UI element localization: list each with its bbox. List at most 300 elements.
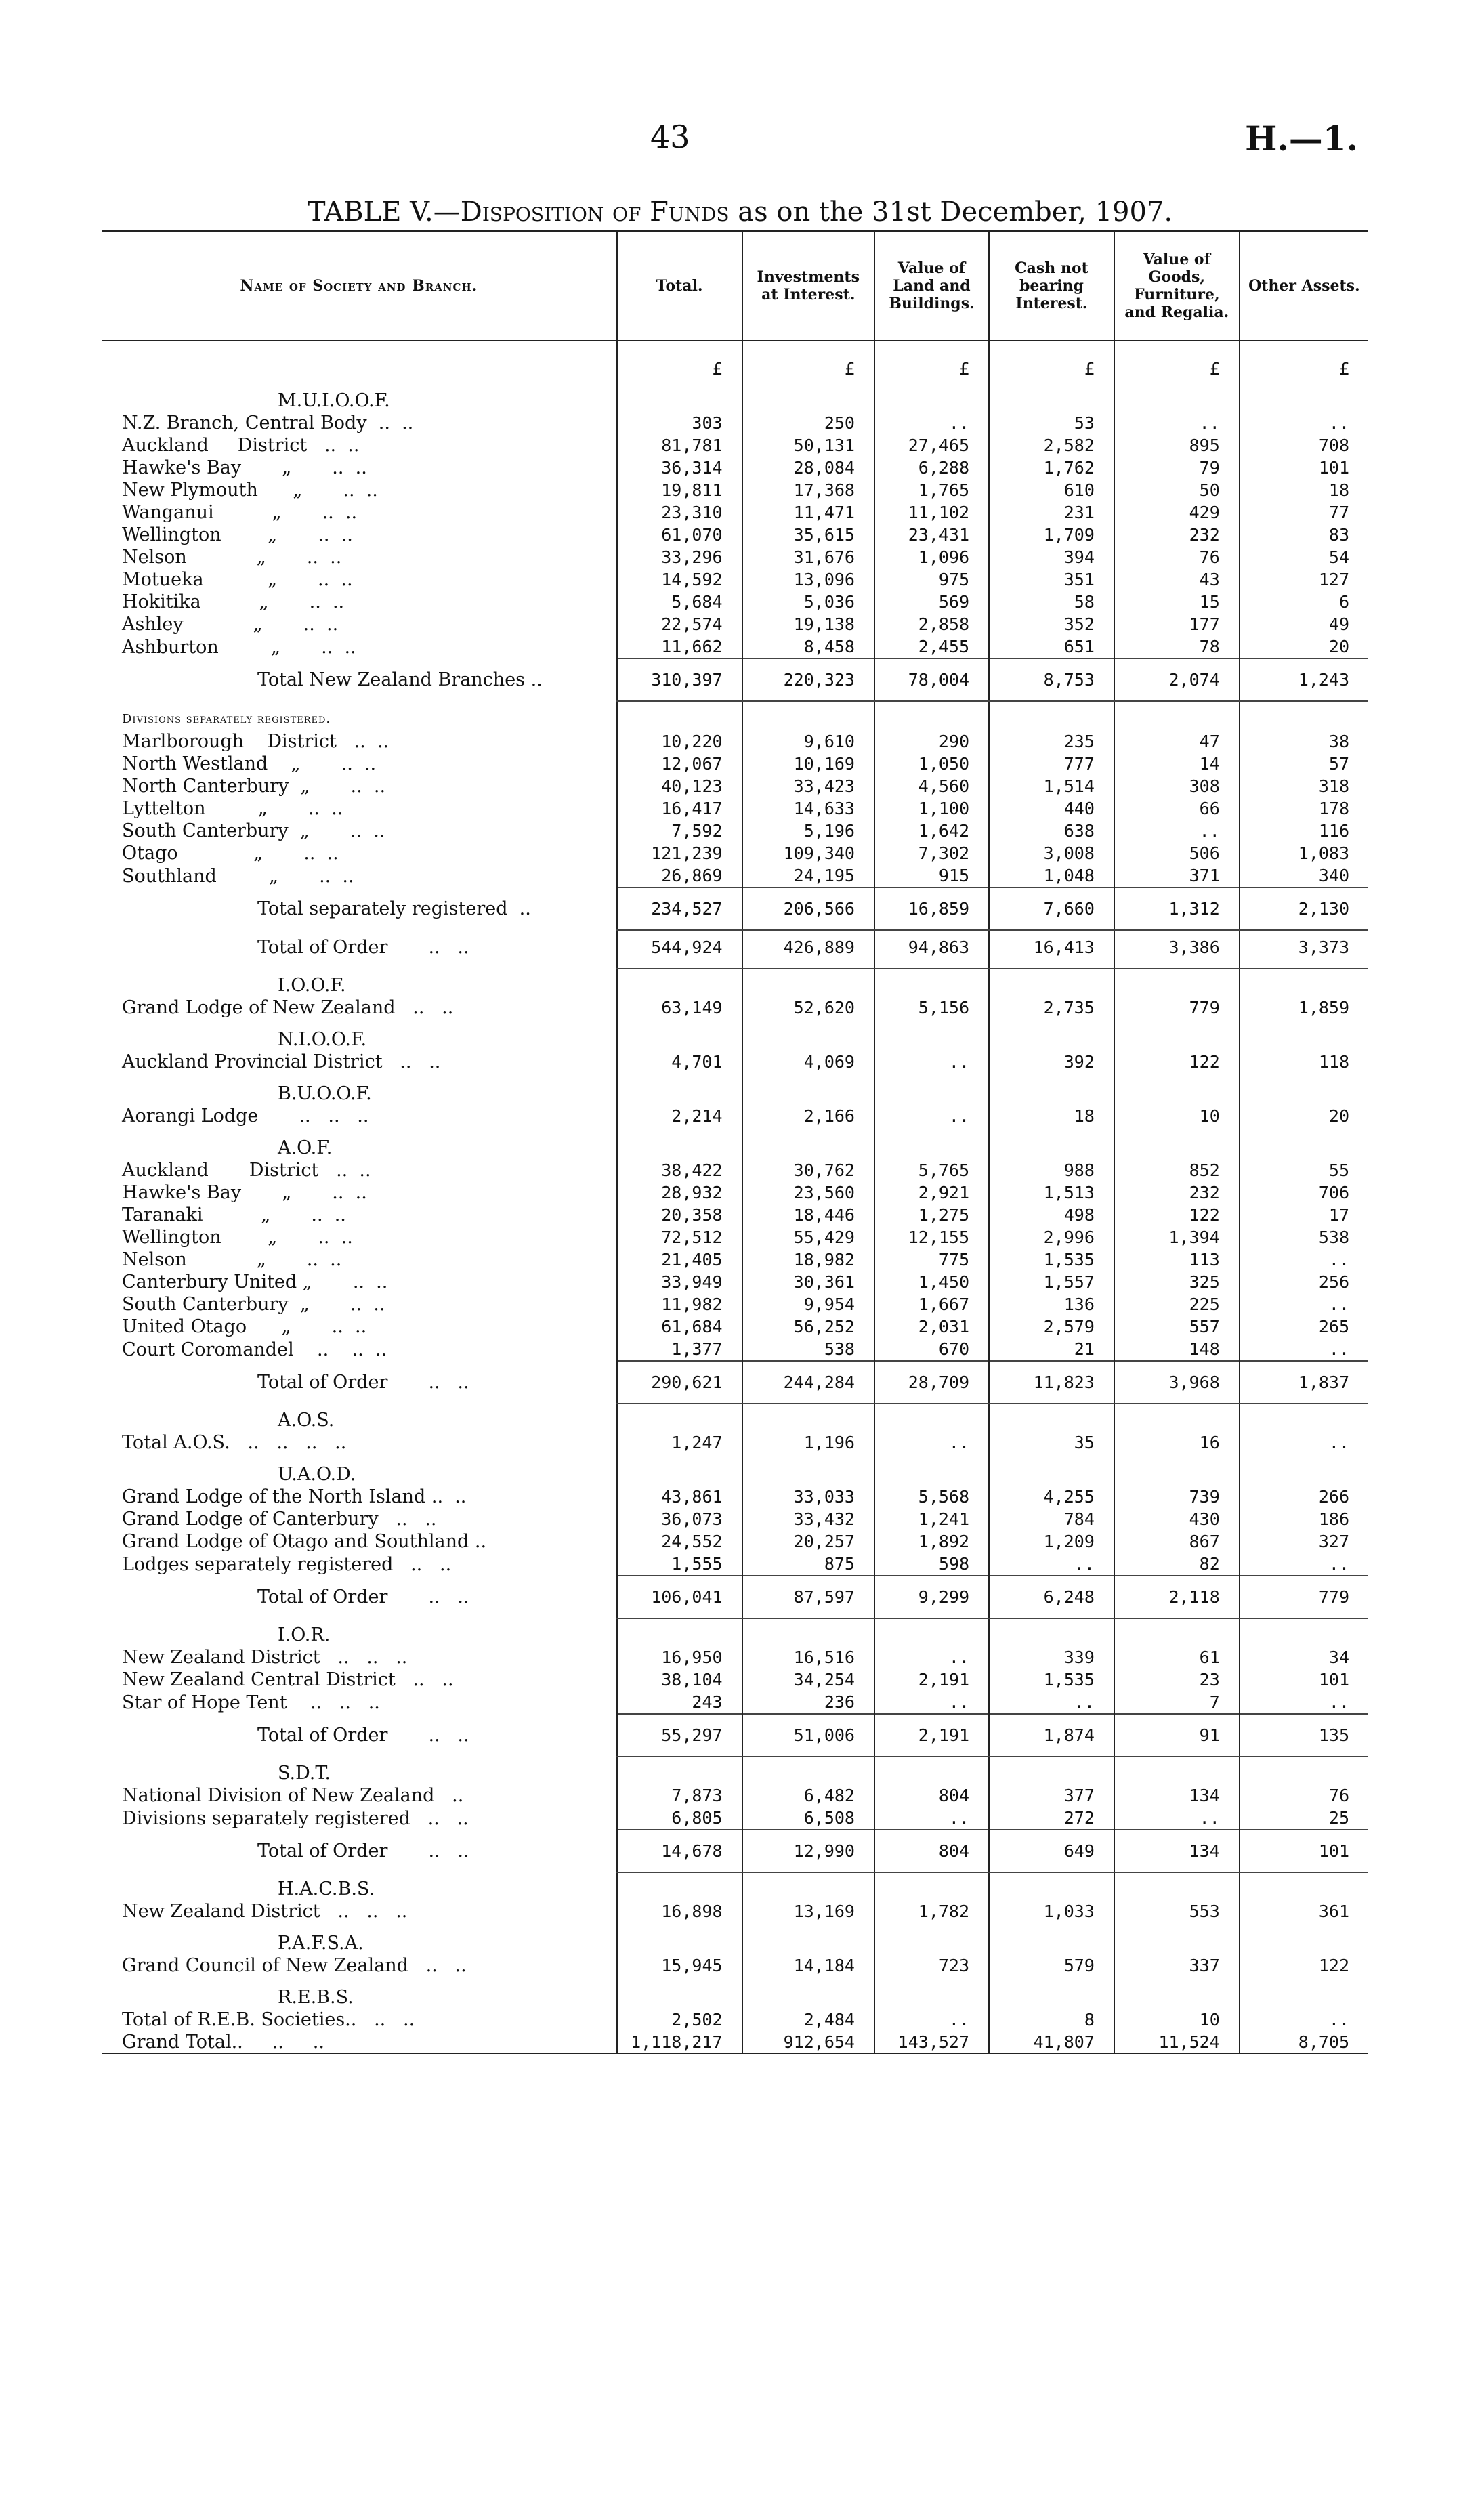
col-header-goods: Value of Goods, Furniture, and Regalia. xyxy=(1114,231,1240,341)
cell-other: 34 xyxy=(1240,1646,1368,1668)
cell-goods: 1,312 xyxy=(1114,887,1240,930)
cell-investments: 5,196 xyxy=(742,820,874,842)
title-smallcaps: Disposition of Funds xyxy=(460,196,730,228)
section-heading-row xyxy=(102,1454,1368,1486)
section-title: R.E.B.S. xyxy=(278,1987,354,2008)
cell-investments: 55,429 xyxy=(742,1226,874,1248)
row-label: North Westland „ .. .. xyxy=(122,753,377,774)
cell-investments: 50,131 xyxy=(742,434,874,457)
table-row xyxy=(102,546,1368,568)
table-row xyxy=(102,501,1368,524)
table-row xyxy=(102,1646,1368,1668)
cell-total: 38,104 xyxy=(617,1668,742,1691)
cell-land: 143,527 xyxy=(874,2031,989,2055)
cell-other: .. xyxy=(1240,1338,1368,1361)
section-title: I.O.O.F. xyxy=(278,975,346,996)
cell-land: 11,102 xyxy=(874,501,989,524)
cell-total xyxy=(617,1073,742,1105)
cell-land: .. xyxy=(874,1807,989,1830)
cell-other: 340 xyxy=(1240,864,1368,887)
row-label: Lyttelton „ .. .. xyxy=(122,798,343,819)
cell-other: 55 xyxy=(1240,1159,1368,1181)
col-header-other: Other Assets. xyxy=(1240,231,1368,341)
table-row xyxy=(102,1784,1368,1807)
cell-other: 318 xyxy=(1240,775,1368,797)
cell-other xyxy=(1240,969,1368,996)
cell-goods xyxy=(1114,380,1240,412)
cell-total: 26,869 xyxy=(617,864,742,887)
cell-investments xyxy=(742,1127,874,1159)
cell-cash: 231 xyxy=(989,501,1114,524)
cell-investments: 6,508 xyxy=(742,1807,874,1830)
cell-goods: 1,394 xyxy=(1114,1226,1240,1248)
cell-land xyxy=(874,969,989,996)
cell-land: 775 xyxy=(874,1248,989,1271)
cell-goods: 14 xyxy=(1114,753,1240,775)
document-code: H.—1. xyxy=(1245,119,1358,159)
cell-land: 2,455 xyxy=(874,635,989,658)
cell-cash xyxy=(989,1618,1114,1646)
row-label: Total A.O.S. .. .. .. .. xyxy=(122,1432,347,1453)
cell-goods: 15 xyxy=(1114,591,1240,613)
cell-investments: 14,633 xyxy=(742,797,874,820)
cell-goods: 148 xyxy=(1114,1338,1240,1361)
table-row xyxy=(102,635,1368,658)
cell-cash: 784 xyxy=(989,1508,1114,1530)
cell-land: 1,241 xyxy=(874,1508,989,1530)
table-row xyxy=(102,1316,1368,1338)
title-prefix: TABLE V.— xyxy=(307,196,461,228)
cell-goods: 78 xyxy=(1114,635,1240,658)
cell-investments: 13,169 xyxy=(742,1900,874,1923)
row-label: North Canterbury „ .. .. xyxy=(122,776,386,797)
cell-land xyxy=(874,1404,989,1431)
table-row xyxy=(102,434,1368,457)
cell-land xyxy=(874,1019,989,1051)
cell-investments: 19,138 xyxy=(742,613,874,635)
cell-goods: 232 xyxy=(1114,524,1240,546)
cell-other xyxy=(1240,1977,1368,2009)
row-label: Auckland District .. .. xyxy=(122,1160,371,1181)
cell-total: 243 xyxy=(617,1691,742,1714)
total-row xyxy=(102,1714,1368,1757)
cell-goods: 7 xyxy=(1114,1691,1240,1714)
row-label: New Plymouth „ .. .. xyxy=(122,480,378,501)
row-label: Total New Zealand Branches .. xyxy=(257,669,543,690)
cell-other: 20 xyxy=(1240,1105,1368,1127)
cell-goods: 23 xyxy=(1114,1668,1240,1691)
cell-investments: 33,033 xyxy=(742,1486,874,1508)
cell-goods: 10 xyxy=(1114,2009,1240,2031)
cell-investments: 30,361 xyxy=(742,1271,874,1293)
cell-total xyxy=(617,969,742,996)
cell-investments: 16,516 xyxy=(742,1646,874,1668)
cell-other: 38 xyxy=(1240,730,1368,753)
currency-goods: £ xyxy=(1114,341,1240,380)
currency-investments: £ xyxy=(742,341,874,380)
cell-land: .. xyxy=(874,412,989,434)
row-label: Hawke's Bay „ .. .. xyxy=(122,457,367,478)
cell-other: 17 xyxy=(1240,1204,1368,1226)
section-heading-row xyxy=(102,1618,1368,1646)
cell-goods: 232 xyxy=(1114,1181,1240,1204)
cell-investments xyxy=(742,380,874,412)
cell-investments xyxy=(742,1019,874,1051)
cell-land: 975 xyxy=(874,568,989,591)
cell-goods: 134 xyxy=(1114,1784,1240,1807)
col-header-name: Name of Society and Branch. xyxy=(102,231,617,341)
cell-cash: 1,762 xyxy=(989,457,1114,479)
cell-cash: 8,753 xyxy=(989,658,1114,701)
cell-land xyxy=(874,701,989,730)
col-header-total: Total. xyxy=(617,231,742,341)
cell-total: 19,811 xyxy=(617,479,742,501)
cell-land: 9,299 xyxy=(874,1576,989,1618)
cell-goods: 429 xyxy=(1114,501,1240,524)
table-row xyxy=(102,1271,1368,1293)
cell-cash: 58 xyxy=(989,591,1114,613)
cell-cash: 352 xyxy=(989,613,1114,635)
cell-other xyxy=(1240,1618,1368,1646)
cell-land xyxy=(874,1618,989,1646)
row-label: Total of Order .. .. xyxy=(257,1587,469,1608)
table-row xyxy=(102,996,1368,1019)
row-label: Grand Lodge of the North Island .. .. xyxy=(122,1486,467,1507)
cell-total: 16,417 xyxy=(617,797,742,820)
cell-total: 16,950 xyxy=(617,1646,742,1668)
cell-cash: 1,535 xyxy=(989,1668,1114,1691)
cell-investments: 109,340 xyxy=(742,842,874,864)
cell-land xyxy=(874,380,989,412)
cell-cash xyxy=(989,1454,1114,1486)
cell-other: 101 xyxy=(1240,1830,1368,1872)
cell-investments: 30,762 xyxy=(742,1159,874,1181)
cell-land: 1,765 xyxy=(874,479,989,501)
cell-cash: 1,048 xyxy=(989,864,1114,887)
cell-cash: 1,033 xyxy=(989,1900,1114,1923)
cell-cash: 6,248 xyxy=(989,1576,1114,1618)
cell-investments: 20,257 xyxy=(742,1530,874,1553)
cell-goods: 337 xyxy=(1114,1954,1240,1977)
cell-land: 94,863 xyxy=(874,930,989,969)
cell-goods: 79 xyxy=(1114,457,1240,479)
cell-total xyxy=(617,380,742,412)
cell-other: 8,705 xyxy=(1240,2031,1368,2055)
cell-cash xyxy=(989,1127,1114,1159)
cell-total: 7,873 xyxy=(617,1784,742,1807)
cell-other: .. xyxy=(1240,1691,1368,1714)
cell-investments: 206,566 xyxy=(742,887,874,930)
row-label: Aorangi Lodge .. .. .. xyxy=(122,1106,369,1127)
cell-land: 28,709 xyxy=(874,1361,989,1404)
row-label: Star of Hope Tent .. .. .. xyxy=(122,1692,380,1713)
cell-other: 101 xyxy=(1240,457,1368,479)
cell-cash xyxy=(989,380,1114,412)
cell-goods: 82 xyxy=(1114,1553,1240,1576)
row-label: Southland „ .. .. xyxy=(122,865,354,887)
cell-investments xyxy=(742,1404,874,1431)
cell-cash: .. xyxy=(989,1691,1114,1714)
cell-other: 327 xyxy=(1240,1530,1368,1553)
cell-investments: 4,069 xyxy=(742,1051,874,1073)
cell-cash: 2,996 xyxy=(989,1226,1114,1248)
cell-other xyxy=(1240,1923,1368,1954)
cell-goods: 557 xyxy=(1114,1316,1240,1338)
cell-investments: 912,654 xyxy=(742,2031,874,2055)
cell-goods xyxy=(1114,1923,1240,1954)
cell-land: .. xyxy=(874,2009,989,2031)
cell-land: 2,858 xyxy=(874,613,989,635)
cell-land: 2,191 xyxy=(874,1668,989,1691)
currency-land: £ xyxy=(874,341,989,380)
cell-land: 12,155 xyxy=(874,1226,989,1248)
table-row xyxy=(102,1293,1368,1316)
cell-other: 77 xyxy=(1240,501,1368,524)
cell-investments: 538 xyxy=(742,1338,874,1361)
cell-investments: 31,676 xyxy=(742,546,874,568)
col-header-investments: Investments at Interest. xyxy=(742,231,874,341)
cell-other xyxy=(1240,1019,1368,1051)
cell-goods xyxy=(1114,969,1240,996)
row-label: Total separately registered .. xyxy=(257,898,531,919)
row-label: Grand Total.. .. .. xyxy=(102,2031,617,2055)
total-row xyxy=(102,1830,1368,1872)
total-row xyxy=(102,930,1368,969)
cell-investments: 18,446 xyxy=(742,1204,874,1226)
cell-other: 1,083 xyxy=(1240,842,1368,864)
cell-other: 57 xyxy=(1240,753,1368,775)
cell-other: 1,859 xyxy=(1240,996,1368,1019)
cell-goods: 895 xyxy=(1114,434,1240,457)
row-label: Canterbury United „ .. .. xyxy=(122,1272,388,1293)
section-title: A.O.F. xyxy=(278,1137,333,1158)
cell-goods: 177 xyxy=(1114,613,1240,635)
table-row xyxy=(102,1900,1368,1923)
cell-cash: 3,008 xyxy=(989,842,1114,864)
cell-cash: 4,255 xyxy=(989,1486,1114,1508)
cell-goods xyxy=(1114,1019,1240,1051)
row-label: Marlborough District .. .. xyxy=(122,731,389,752)
cell-investments: 12,990 xyxy=(742,1830,874,1872)
cell-cash: 394 xyxy=(989,546,1114,568)
table-row xyxy=(102,524,1368,546)
cell-other: .. xyxy=(1240,1293,1368,1316)
row-label: New Zealand Central District .. .. xyxy=(122,1669,454,1690)
cell-total: 61,070 xyxy=(617,524,742,546)
currency-row xyxy=(102,341,1368,380)
table-row xyxy=(102,1105,1368,1127)
cell-investments: 244,284 xyxy=(742,1361,874,1404)
row-label: Motueka „ .. .. xyxy=(122,569,353,590)
row-label: South Canterbury „ .. .. xyxy=(122,1294,385,1315)
cell-goods: 3,968 xyxy=(1114,1361,1240,1404)
currency-total: £ xyxy=(617,341,742,380)
cell-land xyxy=(874,1454,989,1486)
table-row xyxy=(102,1530,1368,1553)
table-row xyxy=(102,1181,1368,1204)
table-row xyxy=(102,1668,1368,1691)
section-title: B.U.O.O.F. xyxy=(278,1083,372,1104)
cell-goods: 11,524 xyxy=(1114,2031,1240,2055)
cell-land: .. xyxy=(874,1646,989,1668)
cell-investments: 11,471 xyxy=(742,501,874,524)
cell-investments xyxy=(742,1757,874,1784)
cell-cash: 1,209 xyxy=(989,1530,1114,1553)
cell-other: 265 xyxy=(1240,1316,1368,1338)
table-row xyxy=(102,412,1368,434)
table-row xyxy=(102,1159,1368,1181)
section-title: H.A.C.B.S. xyxy=(278,1878,375,1899)
cell-goods: .. xyxy=(1114,412,1240,434)
table-body xyxy=(102,341,1368,2055)
cell-total xyxy=(617,1872,742,1900)
cell-total: 4,701 xyxy=(617,1051,742,1073)
section-title: P.A.F.S.A. xyxy=(278,1933,364,1954)
section-title: N.I.O.O.F. xyxy=(278,1029,367,1050)
table-row xyxy=(102,775,1368,797)
cell-land: 78,004 xyxy=(874,658,989,701)
cell-cash: 1,514 xyxy=(989,775,1114,797)
cell-other: .. xyxy=(1240,1553,1368,1576)
cell-cash xyxy=(989,1977,1114,2009)
section-title: A.O.S. xyxy=(278,1410,335,1431)
cell-goods xyxy=(1114,1454,1240,1486)
cell-total xyxy=(617,1923,742,1954)
cell-land: 1,275 xyxy=(874,1204,989,1226)
cell-land: 915 xyxy=(874,864,989,887)
section-title: I.O.R. xyxy=(278,1624,331,1645)
cell-land: 1,782 xyxy=(874,1900,989,1923)
cell-goods xyxy=(1114,1757,1240,1784)
cell-other: 3,373 xyxy=(1240,930,1368,969)
cell-goods: 553 xyxy=(1114,1900,1240,1923)
section-heading-row xyxy=(102,1923,1368,1954)
cell-investments: 2,166 xyxy=(742,1105,874,1127)
cell-total: 2,502 xyxy=(617,2009,742,2031)
cell-other: 538 xyxy=(1240,1226,1368,1248)
cell-land xyxy=(874,1872,989,1900)
cell-other xyxy=(1240,1872,1368,1900)
cell-investments: 8,458 xyxy=(742,635,874,658)
cell-other: 101 xyxy=(1240,1668,1368,1691)
row-label: United Otago „ .. .. xyxy=(122,1316,367,1337)
cell-cash xyxy=(989,1923,1114,1954)
cell-total xyxy=(617,1404,742,1431)
cell-cash: 21 xyxy=(989,1338,1114,1361)
row-label: Wellington „ .. .. xyxy=(122,1227,353,1248)
cell-total: 1,118,217 xyxy=(617,2031,742,2055)
cell-total xyxy=(617,701,742,730)
cell-land xyxy=(874,1073,989,1105)
row-label: Ashburton „ .. .. xyxy=(122,636,356,658)
row-label: Ashley „ .. .. xyxy=(122,614,339,635)
cell-land: 1,642 xyxy=(874,820,989,842)
table-row xyxy=(102,1051,1368,1073)
cell-investments: 18,982 xyxy=(742,1248,874,1271)
cell-other: 83 xyxy=(1240,524,1368,546)
cell-land: 2,191 xyxy=(874,1714,989,1757)
section-heading-row xyxy=(102,1872,1368,1900)
cell-total: 36,073 xyxy=(617,1508,742,1530)
cell-total xyxy=(617,1977,742,2009)
table-row xyxy=(102,1226,1368,1248)
cell-total xyxy=(617,1618,742,1646)
row-label: Hawke's Bay „ .. .. xyxy=(122,1182,367,1203)
cell-land: 290 xyxy=(874,730,989,753)
cell-cash: 339 xyxy=(989,1646,1114,1668)
cell-investments: 33,432 xyxy=(742,1508,874,1530)
cell-total: 303 xyxy=(617,412,742,434)
cell-total: 2,214 xyxy=(617,1105,742,1127)
table-row xyxy=(102,820,1368,842)
cell-goods: 66 xyxy=(1114,797,1240,820)
cell-investments xyxy=(742,1073,874,1105)
cell-investments: 875 xyxy=(742,1553,874,1576)
cell-cash: 777 xyxy=(989,753,1114,775)
cell-other xyxy=(1240,380,1368,412)
cell-other: 118 xyxy=(1240,1051,1368,1073)
cell-investments: 14,184 xyxy=(742,1954,874,1977)
row-label: Wanganui „ .. .. xyxy=(122,502,358,523)
cell-goods: 308 xyxy=(1114,775,1240,797)
cell-other: .. xyxy=(1240,2009,1368,2031)
table-row xyxy=(102,1553,1368,1576)
cell-cash: 610 xyxy=(989,479,1114,501)
total-row xyxy=(102,887,1368,930)
row-label: Total of Order .. .. xyxy=(257,937,469,958)
cell-total: 61,684 xyxy=(617,1316,742,1338)
cell-investments xyxy=(742,1454,874,1486)
cell-other: 76 xyxy=(1240,1784,1368,1807)
cell-investments: 52,620 xyxy=(742,996,874,1019)
cell-goods: .. xyxy=(1114,1807,1240,1830)
cell-cash: 136 xyxy=(989,1293,1114,1316)
cell-other xyxy=(1240,701,1368,730)
cell-investments: 17,368 xyxy=(742,479,874,501)
cell-land xyxy=(874,1757,989,1784)
table-row xyxy=(102,864,1368,887)
cell-land: 23,431 xyxy=(874,524,989,546)
cell-other: 127 xyxy=(1240,568,1368,591)
cell-total: 33,296 xyxy=(617,546,742,568)
section-heading-row xyxy=(102,1404,1368,1431)
cell-total: 11,982 xyxy=(617,1293,742,1316)
cell-cash: 35 xyxy=(989,1431,1114,1454)
cell-land: 1,100 xyxy=(874,797,989,820)
cell-goods xyxy=(1114,1127,1240,1159)
cell-total xyxy=(617,1454,742,1486)
cell-other: 178 xyxy=(1240,797,1368,820)
cell-cash: 8 xyxy=(989,2009,1114,2031)
cell-land xyxy=(874,1977,989,2009)
cell-cash: 7,660 xyxy=(989,887,1114,930)
table-row xyxy=(102,1248,1368,1271)
cell-goods: 225 xyxy=(1114,1293,1240,1316)
cell-land: .. xyxy=(874,1691,989,1714)
section-title: Divisions separately registered. xyxy=(122,712,331,726)
cell-cash: 11,823 xyxy=(989,1361,1114,1404)
cell-other: 256 xyxy=(1240,1271,1368,1293)
cell-cash: .. xyxy=(989,1553,1114,1576)
currency-name-cell xyxy=(102,341,617,380)
title-suffix: as on the 31st December, 1907. xyxy=(729,196,1173,228)
cell-goods xyxy=(1114,1872,1240,1900)
cell-other: 20 xyxy=(1240,635,1368,658)
table-row xyxy=(102,753,1368,775)
cell-total: 290,621 xyxy=(617,1361,742,1404)
cell-other: 1,837 xyxy=(1240,1361,1368,1404)
row-label: Nelson „ .. .. xyxy=(122,1249,342,1270)
